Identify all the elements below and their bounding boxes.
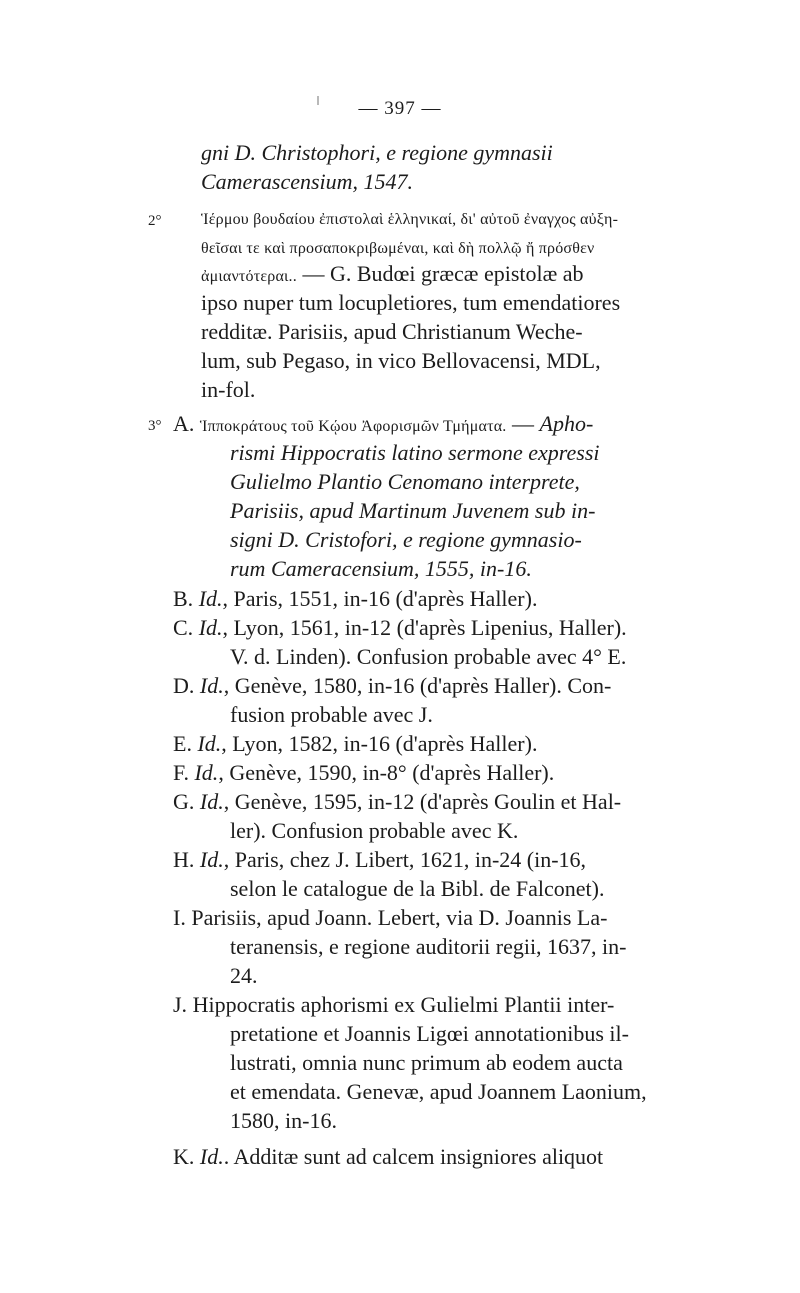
prev-entry-line-2: Camerascensium, 1547. [201,169,414,194]
edition-d [173,670,611,701]
edition-d-line-1: , Genève, 1580, in-16 (d'après Haller). Con- [223,673,612,698]
edition-d-line-2: fusion probable avec J. [230,702,433,727]
edition-h [173,844,586,875]
entry-2-text-line-4: lum, sub Pegaso, in vico Bellovacensi, MDL, [201,348,601,373]
edition-d-letter: D. [173,673,195,698]
edition-h-letter: H. [173,847,195,872]
entry-3-title-line-3: Parisiis, apud Martinum Juvenem sub in- [230,498,596,523]
edition-d-id: Id. [199,673,224,698]
edition-g-line-2: ler). Confusion probable avec K. [230,818,519,843]
entry-3-title-first: Apho- [539,411,594,436]
edition-k-line-1: . Additæ sunt ad calcem insigniores aliquot [223,1144,604,1169]
edition-e-line-1: , Lyon, 1582, in-16 (d'après Haller). [221,731,538,756]
edition-f-letter: F. [173,760,189,785]
edition-c [173,612,627,643]
edition-c-line-1: , Lyon, 1561, in-12 (d'après Lipenius, Haller). [222,615,627,640]
edition-b-letter: B. [173,586,194,611]
edition-j-line-2: pretatione et Joannis Ligœi annotationibus il- [230,1021,629,1046]
edition-k-id: Id. [199,1144,224,1169]
edition-k-letter: K. [173,1144,195,1169]
entry-3-title-line-1: rismi Hippocratis latino sermone expressi [230,440,600,465]
entry-2-text-line-1: — G. Budœi græcæ epistolæ ab [302,261,584,286]
edition-j-letter: J. [173,992,188,1017]
edition-f-id: Id. [194,760,219,785]
edition-b-line-1: , Paris, 1551, in-16 (d'après Haller). [222,586,538,611]
edition-h-id: Id. [199,847,224,872]
edition-g-letter: G. [173,789,195,814]
edition-c-letter: C. [173,615,194,640]
edition-c-line-2: V. d. Linden). Confusion probable avec 4° E. [230,644,627,669]
edition-j-line-4: et emendata. Genevæ, apud Joannem Laonium, [230,1079,647,1104]
entry-3-title-line-5: rum Cameracensium, 1555, in-16. [230,556,532,581]
edition-i-line-2: teranensis, e regione auditorii regii, 1637, in- [230,934,627,959]
edition-g [173,786,621,817]
entry-3-title-line-4: signi D. Cristofori, e regione gymnasio- [230,527,582,552]
entry-3-letter: A. [173,411,195,436]
edition-g-id: Id. [199,789,224,814]
entry-3-greek-title: Ἱπποκράτους τοῦ Κῴου Ἀφορισμῶν Τμήματα. [199,418,507,435]
edition-i-line-3: 24. [230,963,258,988]
entry-2-text-line-2: ipso nuper tum locupletiores, tum emendatiores [201,290,621,315]
entry-3-number: 3° [148,418,162,434]
edition-f-line-1: , Genève, 1590, in-8° (d'après Haller). [218,760,555,785]
edition-b [173,583,537,614]
edition-c-id: Id. [198,615,223,640]
edition-j-line-1: Hippocratis aphorismi ex Gulielmi Plantii inter- [192,992,615,1017]
entry-3-dash: — [512,411,535,436]
edition-i-line-1: Parisiis, apud Joann. Lebert, via D. Joannis La- [191,905,608,930]
edition-e-id: Id. [197,731,222,756]
edition-e [173,728,537,759]
edition-f [173,757,554,788]
edition-b-id: Id. [198,586,223,611]
entry-2-greek-line-1: Ἱέρμου βουδαίου ἐπιστολαὶ ἑλληνικαί, δι' αὐτοῦ ἐναγχος αὐξη- [201,211,619,228]
entry-2-greek-line-2: θεῖσαι τε καὶ προσαποκριβωμέναι, καὶ δὴ πολλῷ ἤ πρόσθεν [201,240,595,257]
entry-3-title-line-2: Gulielmo Plantio Cenomano interprete, [230,469,580,494]
edition-j [173,989,614,1020]
edition-i-letter: I. [173,905,186,930]
entry-2-text-line-5: in-fol. [201,377,256,402]
edition-i [173,902,607,933]
edition-h-line-2: selon le catalogue de la Bibl. de Falconet). [230,876,605,901]
prev-entry-line-1: gni D. Christophori, e regione gymnasii [201,140,553,165]
page-number: — 397 — [358,98,442,119]
edition-j-line-3: lustrati, omnia nunc primum ab eodem aucta [230,1050,623,1075]
entry-2-text-line-3: redditæ. Parisiis, apud Christianum Weche- [201,319,583,344]
entry-2-greek-line-3: ἀμιαντότεραι.. [201,268,297,285]
edition-k [173,1141,603,1172]
edition-j-line-5: 1580, in-16. [230,1108,337,1133]
entry-2-number: 2° [148,213,162,229]
edition-e-letter: E. [173,731,192,756]
edition-h-line-1: , Paris, chez J. Libert, 1621, in-24 (in-16, [223,847,587,872]
edition-g-line-1: , Genève, 1595, in-12 (d'après Goulin et Hal- [223,789,622,814]
